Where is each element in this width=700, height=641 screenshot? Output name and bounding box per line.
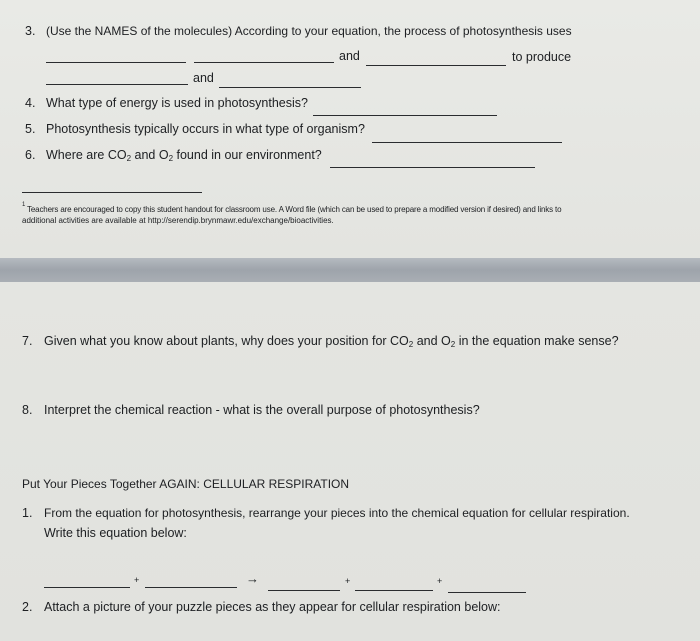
equation-blank-4[interactable]: [355, 590, 433, 591]
q3-blank-4[interactable]: [46, 84, 188, 85]
r1-line-2: Write this equation below:: [44, 526, 187, 540]
q3-blank-3[interactable]: [366, 65, 506, 66]
q3-to-produce: to produce: [512, 50, 572, 64]
r2-number: 2.: [22, 600, 33, 614]
r1-line-1: From the equation for photosynthesis, rearrange your pieces into the chemical equation for cellular respiration.: [44, 506, 630, 520]
equation-blank-2[interactable]: [145, 587, 237, 588]
q5-text: Photosynthesis typically occurs in what type of organism?: [46, 122, 365, 136]
equation-arrow-icon: →: [246, 571, 259, 586]
equation-blank-3[interactable]: [268, 590, 340, 591]
section-title: Put Your Pieces Together AGAIN: CELLULAR RESPIRATION: [22, 477, 350, 491]
q5-number: 5.: [25, 122, 36, 136]
q3-and-1: and: [339, 49, 360, 63]
q5-blank[interactable]: [372, 142, 562, 143]
q8-number: 8.: [22, 403, 33, 417]
r1-number: 1.: [22, 506, 33, 520]
equation-blank-1[interactable]: [44, 587, 130, 588]
footnote-mark: 1: [22, 202, 26, 208]
q4-blank[interactable]: [313, 115, 497, 116]
footnote-rule: [22, 192, 202, 193]
q6-blank[interactable]: [330, 167, 535, 168]
q4-number: 4.: [25, 96, 36, 110]
q8-text: Interpret the chemical reaction - what is the overall purpose of photosynthesis?: [44, 403, 480, 417]
q3-number: 3.: [25, 24, 36, 38]
q7-number: 7.: [22, 334, 33, 348]
top-worksheet-page: [0, 0, 700, 258]
equation-plus-3: +: [437, 576, 443, 586]
footnote-line-2: additional activities are available at http://serendip.brynmawr.edu/exchange/bioactivities.: [22, 216, 334, 225]
q6-number: 6.: [25, 148, 36, 162]
bottom-worksheet-page: [0, 282, 700, 641]
equation-plus-1: +: [134, 575, 140, 585]
q4-text: What type of energy is used in photosynthesis?: [46, 96, 308, 110]
equation-blank-5[interactable]: [448, 592, 526, 593]
r2-text: Attach a picture of your puzzle pieces as they appear for cellular respiration below:: [44, 600, 501, 614]
q3-blank-2[interactable]: [194, 62, 334, 63]
q3-text: (Use the NAMES of the molecules) According to your equation, the process of photosynthesis uses: [46, 24, 572, 38]
footnote-line-1: Teachers are encouraged to copy this student handout for classroom use. A Word file (which can be used to prepare a modified version if desired) and links to: [27, 205, 562, 214]
q3-blank-1[interactable]: [46, 62, 186, 63]
equation-plus-2: +: [345, 576, 351, 586]
page-gap-shadow: [0, 258, 700, 282]
q6-text: Where are $CO_2$ and $O_2$ found in our environment?: [46, 148, 322, 163]
q3-blank-5[interactable]: [219, 87, 361, 88]
q3-and-2: and: [193, 71, 214, 85]
q7-text: Given what you know about plants, why does your position for $CO_2$ and $O_2$ in the equation make sense?: [44, 334, 619, 349]
